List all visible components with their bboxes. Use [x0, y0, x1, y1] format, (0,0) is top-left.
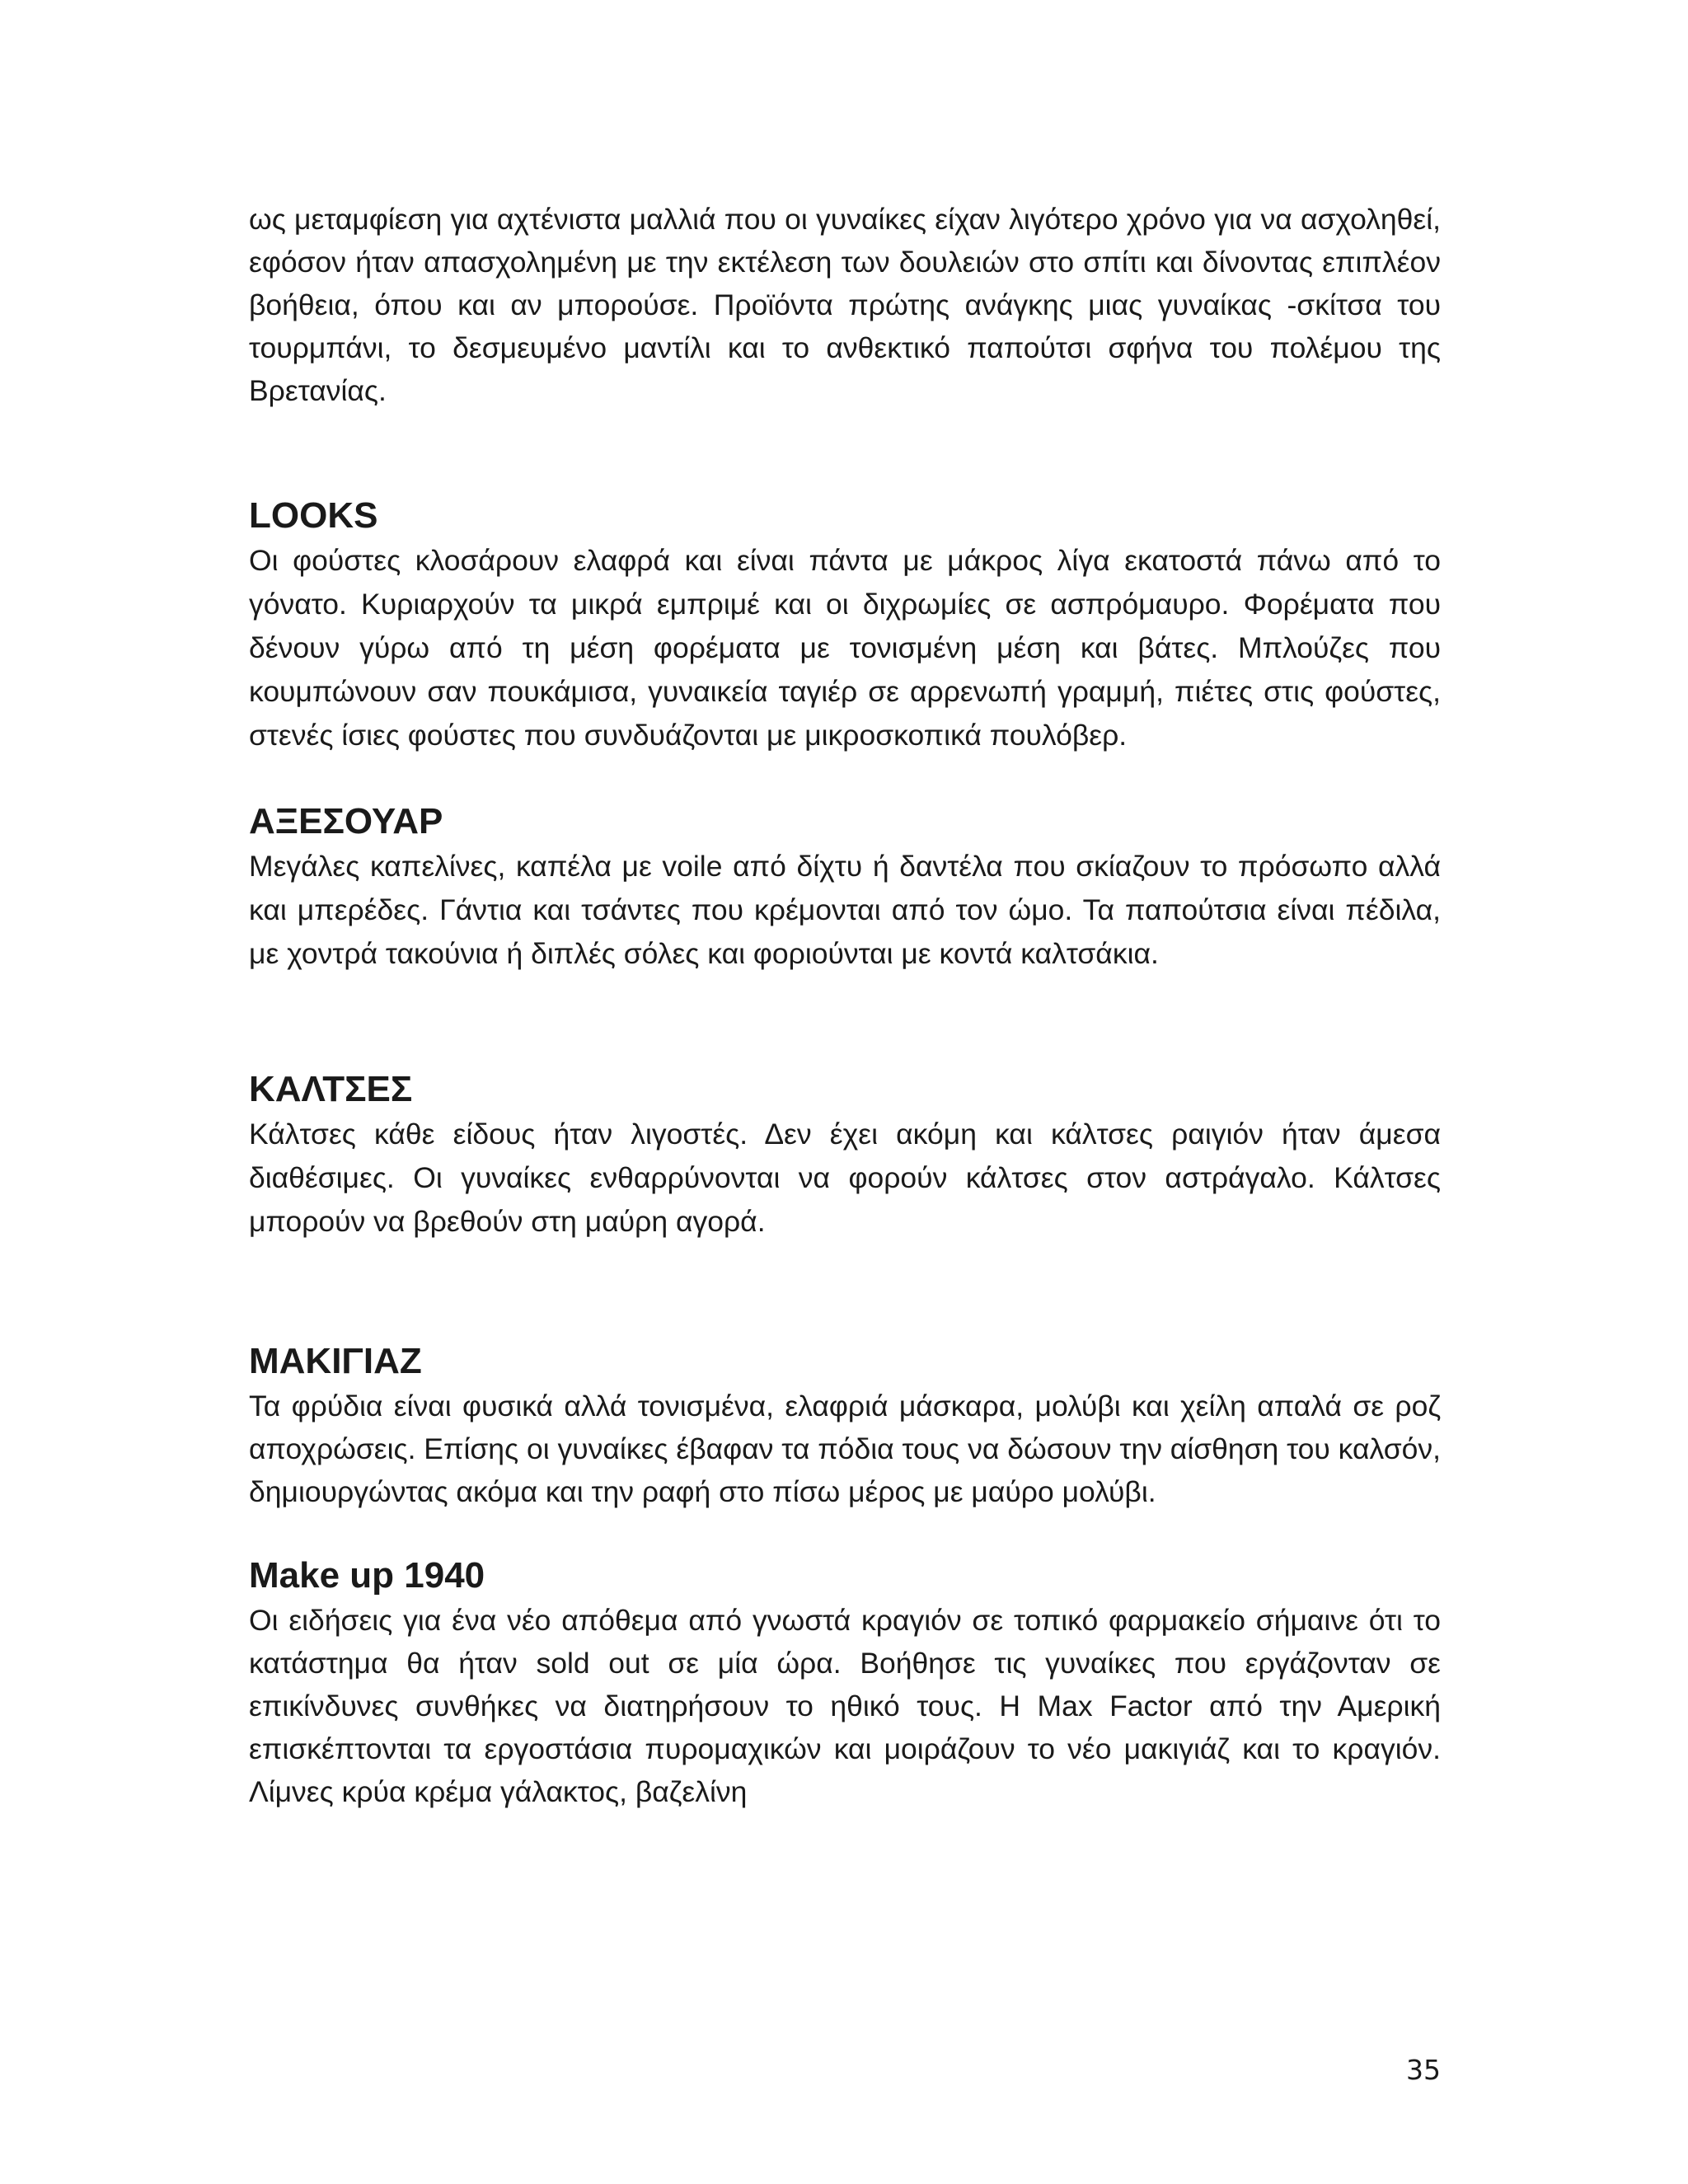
intro-paragraph: ως μεταμφίεση για αχτένιστα μαλλιά που οι γυναίκες είχαν λιγότερο χρόνο για να ασχοληθεί, εφόσον ήταν απασχολημένη με την εκτέλεση των δουλειών στο σπίτι και δίνοντας επιπλέον βοήθεια, όπου και αν μπορούσε. Προϊόντα πρώτης ανάγκης μιας γυναίκας -σκίτσα του τουρμπάνι, το δεσμευμένο μαντίλι και το ανθεκτικό παπούτσι σφήνα του πολέμου της Βρετανίας.	[249, 203, 1441, 407]
section-heading-makeup-1940: Make up 1940	[249, 1555, 485, 1596]
page-number: 35	[1406, 2054, 1441, 2086]
section-heading-looks: LOOKS	[249, 495, 378, 536]
section-text-accessories: Μεγάλες καπελίνες, καπέλα με voile από δίχτυ ή δαντέλα που σκίαζουν το πρόσωπο αλλά και μπερέδες. Γάντια και τσάντες που κρέμονται από τον ώμο. Τα παπούτσια είναι πέδιλα, με χοντρά τακούνια ή διπλές σόλες και φοριούνται με κοντά καλτσάκια.	[249, 850, 1441, 970]
section-heading-accessories: ΑΞΕΣΟΥΑΡ	[249, 801, 443, 841]
section-heading-stockings: ΚΑΛΤΣΕΣ	[249, 1069, 413, 1109]
section-text-makeup: Τα φρύδια είναι φυσικά αλλά τονισμένα, ελαφριά μάσκαρα, μολύβι και χείλη απαλά σε ροζ αποχρώσεις. Επίσης οι γυναίκες έβαφαν τα πόδια τους να δώσουν την αίσθηση του καλσόν, δημιουργώντας ακόμα και την ραφή στο πίσω μέρος με μαύρο μολύβι.	[249, 1390, 1441, 1508]
page-content	[249, 198, 1441, 1813]
section-heading-makeup: ΜΑΚΙΓΙΑΖ	[249, 1341, 422, 1381]
section-text-stockings: Κάλτσες κάθε είδους ήταν λιγοστές. Δεν έχει ακόμη και κάλτσες ραιγιόν ήταν άμεσα διαθέσιμες. Οι γυναίκες ενθαρρύνονται να φορούν κάλτσες στον αστράγαλο. Κάλτσες μπορούν να βρεθούν στη μαύρη αγορά.	[249, 1118, 1441, 1238]
section-text-makeup-1940: Οι ειδήσεις για ένα νέο απόθεμα από γνωστά κραγιόν σε τοπικό φαρμακείο σήμαινε ότι το κατάστημα θα ήταν sold out σε μία ώρα. Βοήθησε τις γυναίκες που εργάζονταν σε επικίνδυνες συνθήκες να διατηρήσουν το ηθικό τους. Η Max Factor από την Αμερική επισκέπτονται τα εργοστάσια πυρομαχικών και μοιράζουν το νέο μακιγιάζ και το κραγιόν. Λίμνες κρύα κρέμα γάλακτος, βαζελίνη	[249, 1604, 1441, 1808]
section-text-looks: Οι φούστες κλοσάρουν ελαφρά και είναι πάντα με μάκρος λίγα εκατοστά πάνω από το γόνατο. Κυριαρχούν τα μικρά εμπριμέ και οι διχρωμίες σε ασπρόμαυρο. Φορέματα που δένουν γύρω από τη μέση φορέματα με τονισμένη μέση και βάτες. Μπλούζες που κουμπώνουν σαν πουκάμισα, γυναικεία ταγιέρ σε αρρενωπή γραμμή, πιέτες στις φούστες, στενές ίσιες φούστες που συνδυάζονται με μικροσκοπικά πουλόβερ.	[249, 544, 1441, 752]
